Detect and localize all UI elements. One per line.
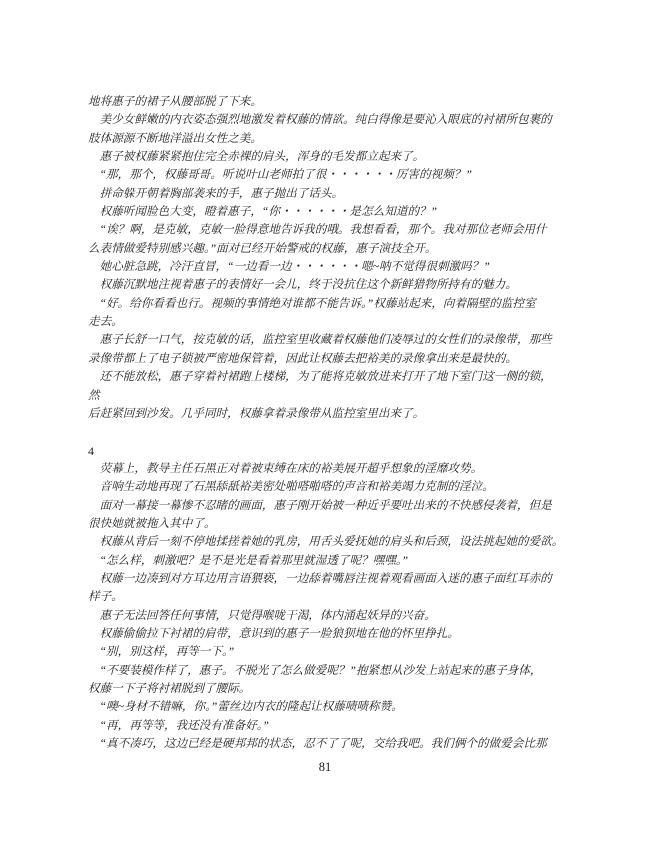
text-line: 权藤一下子将衬裙脱到了腰际。 xyxy=(88,682,251,695)
text-line: 权藤听闻脸色大变，瞪着惠子，“你・・・・・・是怎么知道的？” xyxy=(99,205,438,219)
text-line: 权藤沉默地注视着惠子的表情好一会儿，终于没抗住这个新鲜猎物所持有的魅力。 xyxy=(99,278,517,292)
text-line: “噢~身材不错嘛，你。”蕾丝边内衣的隆起让权藤啧啧称赞。 xyxy=(99,700,403,714)
text-line: “别，别这样，再等一下。” xyxy=(99,645,235,659)
text-block xyxy=(88,93,566,753)
text-line: 面对一幕接一幕惨不忍睹的画面，惠子刚开始被一种近乎要吐出来的不快感侵袭着，但是 xyxy=(99,498,552,512)
text-line: 权藤偷偷拉下衬裙的肩带，意识到的惠子一脸狼狈地在他的怀里挣扎。 xyxy=(99,626,460,640)
text-line: 荧幕上，教导主任石黑正对着被束缚在床的裕美展开超乎想象的淫靡攻势。 xyxy=(99,461,483,475)
text-line: “诶？啊，是克敏，克敏一脸得意地告诉我的哦。我想看看，那个。我对那位老师会用什 xyxy=(99,223,547,237)
text-line: “怎么样，刺激吧？是不是光是看着那里就湿透了呢？嘿嘿。” xyxy=(99,553,409,567)
text-line: “真不凑巧，这边已经是硬邦邦的状态，忍不了了呢，交给我吧。我们俩个的做爱会比那 xyxy=(99,737,547,751)
text-line: 拼命躲开朝着胸部袭来的手，惠子抛出了话头。 xyxy=(99,186,344,200)
text-line: 走去。 xyxy=(88,315,123,329)
text-line: 后赶紧回到沙发。几乎同时，权藤拿着录像带从监控室里出来了。 xyxy=(88,406,425,420)
text-line: 惠子被权藤紧紧抱住完全赤裸的肩头，浑身的毛发都立起来了。 xyxy=(99,150,425,164)
text-line: “那，那个，权藤哥哥。听说叶山老师拍了很・・・・・・厉害的视频？” xyxy=(99,168,472,182)
text-line: 权藤从背后一刻不停地揉搓着她的乳房，用舌头爱抚她的肩头和后颈，设法挑起她的爱欲。 xyxy=(99,535,564,549)
text-line: 样子。 xyxy=(88,590,123,604)
text-line: “好。给你看看也行。视频的事情绝对谁都不能告诉。”权藤站起来，向着隔壁的监控室 xyxy=(99,296,536,310)
text-line: 肢体源源不断地洋溢出女性之美。 xyxy=(88,131,262,145)
page-number: 81 xyxy=(318,760,332,774)
text-line: 惠子长舒一口气，按克敏的话，监控室里收藏着权藤他们凌辱过的女性们的录像带，那些 xyxy=(99,333,552,347)
text-line: 她心脏急跳，冷汗直冒，“一边看一边・・・・・・嗯~呐不觉得很刺激吗？” xyxy=(99,260,490,274)
text-line: 音响生动地再现了石黑舔舐裕美密处啪嗒啪嗒的声音和裕美竭力克制的淫泣。 xyxy=(99,480,494,494)
text-line: 美少女鲜嫩的内衣姿态强烈地激发着权藤的情欲。纯白得像是要沁入眼底的衬裙所包裹的 xyxy=(99,113,552,127)
text-line: 惠子无法回答任何事情，只觉得喉咙干渴，体内涌起妖异的兴奋。 xyxy=(99,608,436,622)
text-line: “不要装模作样了，惠子。不脱光了怎么做爱呢？”抱紧想从沙发上站起来的惠子身体， xyxy=(99,663,542,677)
text-line: 很快她就被拖入其中了。 xyxy=(88,516,216,530)
text-line: 权藤一边凑到对方耳边用言语猥亵，一边舔着嘴唇注视着观看画面入迷的惠子面红耳赤的 xyxy=(99,571,552,585)
blank-line xyxy=(88,423,566,441)
text-line: 录像带都上了电子锁被严密地保管着，因此让权藤去把裕美的录像拿出来是最快的。 xyxy=(88,351,517,365)
text-line: “再，再等等，我还没有准备好。” xyxy=(99,718,270,732)
text-line: 然 xyxy=(88,388,100,402)
text-line: 么表情做爱特别感兴趣。”面对已经开始警戒的权藤，惠子演技全开。 xyxy=(88,241,437,255)
text-line: 地将惠子的裙子从腰部脱了下来。 xyxy=(88,95,262,108)
text-line: 还不能放松，惠子穿着衬裙跑上楼梯，为了能将克敏放进来打开了地下室门这一侧的锁， xyxy=(99,370,552,384)
section-number: 4 xyxy=(88,443,94,458)
